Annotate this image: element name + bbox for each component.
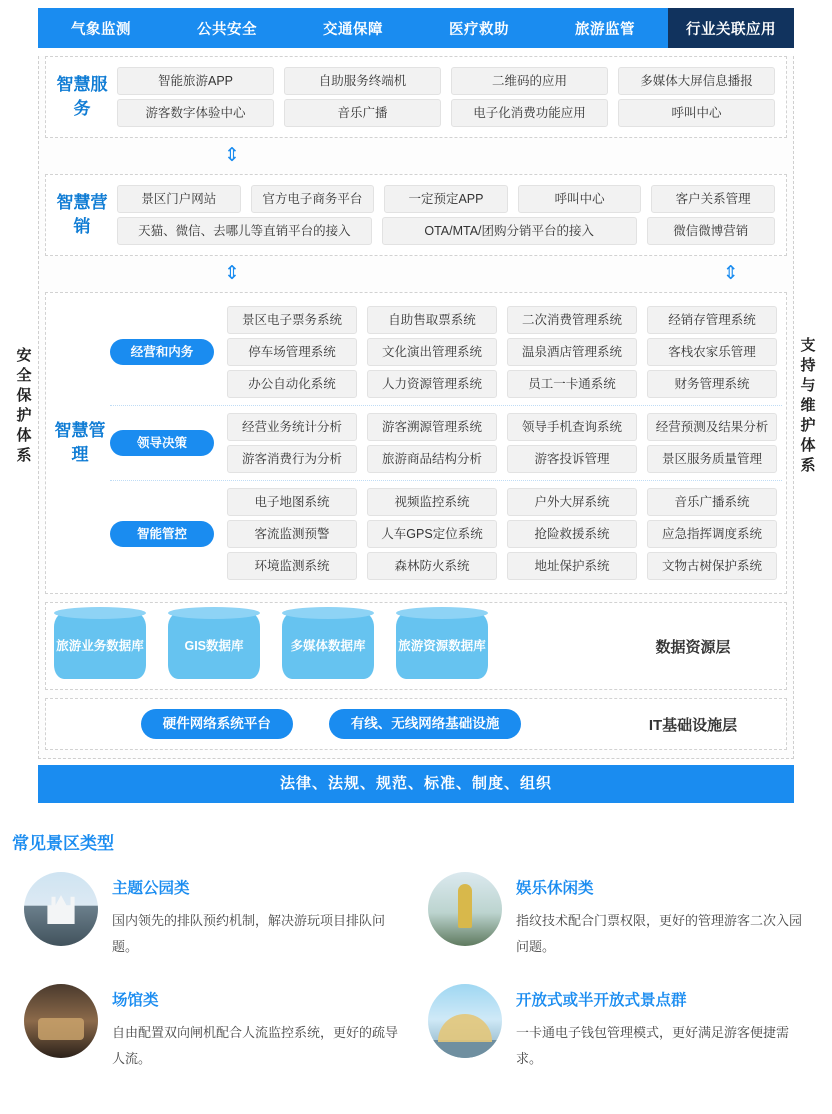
scenic-type-desc: 一卡通电子钱包管理模式，更好满足游客便捷需求。 (516, 1025, 790, 1066)
management-cell[interactable]: 员工一卡通系统 (507, 370, 637, 398)
left-vertical-label (10, 8, 38, 803)
database-label-line: 数据库 (448, 639, 486, 653)
arrow-spacer (544, 264, 669, 284)
it-layer-name: IT基础设施层 (648, 716, 738, 734)
management-cell[interactable]: 户外大屏系统 (507, 488, 637, 516)
management-row (222, 520, 782, 548)
management-cell[interactable]: 应急指挥调度系统 (647, 520, 777, 548)
database-cylinders (54, 613, 608, 679)
museum-thumbnail (24, 984, 98, 1058)
vertical-char: 体 (16, 426, 32, 444)
scenic-type-item (416, 872, 820, 960)
vertical-char: 维 (800, 396, 816, 414)
service-cell[interactable]: 多媒体大屏信息播报 (618, 67, 775, 95)
section-smart-service (45, 56, 787, 138)
section-title-management: 智慧管理 (54, 421, 106, 464)
data-layer-name: 数据资源层 (655, 638, 731, 656)
management-cell[interactable]: 客流监测预警 (227, 520, 357, 548)
service-cell[interactable]: 呼叫中心 (618, 99, 775, 127)
scenic-type-name: 开放式或半开放式景点群 (516, 992, 687, 1009)
vertical-char: 保 (16, 386, 32, 404)
management-cell[interactable]: 经营业务统计分析 (227, 413, 357, 441)
management-grid (222, 302, 782, 402)
arrow-row-service (39, 146, 793, 166)
marketing-cell[interactable]: 呼叫中心 (518, 185, 642, 213)
scenic-types-section (0, 803, 832, 1114)
scenic-type-name: 场馆类 (112, 992, 159, 1009)
vertical-char: 全 (16, 366, 32, 384)
vertical-char: 体 (800, 436, 816, 454)
arrow-spacer (419, 264, 544, 284)
scenic-type-text (516, 984, 820, 1072)
arrow-row-marketing (39, 264, 793, 284)
management-cell[interactable]: 经营预测及结果分析 (647, 413, 777, 441)
management-cell[interactable]: 温泉酒店管理系统 (507, 338, 637, 366)
architecture-diagram (0, 8, 832, 803)
management-cell[interactable]: 环境监测系统 (227, 552, 357, 580)
management-pill-wrap (110, 430, 222, 456)
management-block-2 (110, 405, 782, 480)
management-grid (222, 484, 782, 584)
management-cell[interactable]: 经销存管理系统 (647, 306, 777, 334)
database-label-line: 数据库 (328, 639, 366, 653)
management-cell[interactable]: 森林防火系统 (367, 552, 497, 580)
scenic-types-grid (12, 872, 820, 1096)
management-cell[interactable]: 二次消费管理系统 (507, 306, 637, 334)
it-button-2[interactable]: 有线、无线网络基础设施 (329, 709, 522, 739)
marketing-cell[interactable]: 客户关系管理 (651, 185, 775, 213)
management-cell[interactable]: 人车GPS定位系统 (367, 520, 497, 548)
management-pill-wrap (110, 521, 222, 547)
management-blocks (110, 299, 782, 587)
management-pill[interactable]: 经营和内务 (110, 339, 214, 365)
scenic-type-text (112, 872, 416, 960)
flow-arrow-icon: ⇕ (224, 145, 240, 166)
management-block-1 (110, 299, 782, 405)
scenic-type-item (12, 984, 416, 1072)
database-cylinder-2 (168, 613, 260, 679)
database-label-line: 数据库 (206, 639, 244, 653)
database-label-line: GIS (184, 639, 207, 653)
scenic-type-desc: 自由配置双向闸机配合人流监控系统，更好的疏导人流。 (112, 1025, 399, 1066)
scenic-type-text (516, 872, 820, 960)
statue-thumbnail (428, 872, 502, 946)
vertical-char: 安 (16, 346, 32, 364)
vertical-char: 支 (800, 336, 816, 354)
management-cell[interactable]: 旅游商品结构分析 (367, 445, 497, 473)
section-smart-management (45, 292, 787, 594)
vertical-char: 持 (800, 356, 816, 374)
top-tab-6[interactable]: 行业关联应用 (668, 8, 794, 48)
service-cell[interactable]: 电子化消费功能应用 (451, 99, 608, 127)
top-tab-bar (38, 8, 794, 48)
management-cell[interactable]: 办公自动化系统 (227, 370, 357, 398)
marketing-cell[interactable]: 一定预定APP (384, 185, 508, 213)
flow-arrow-icon: ⇕ (224, 263, 240, 284)
bottom-policy-bar: 法律、法规、规范、标准、制度、组织 (38, 765, 794, 803)
arrow-spacer (45, 264, 170, 284)
management-cell[interactable]: 游客溯源管理系统 (367, 413, 497, 441)
scenic-type-text (112, 984, 416, 1072)
management-cell[interactable]: 领导手机查询系统 (507, 413, 637, 441)
management-cell[interactable]: 景区服务质量管理 (647, 445, 777, 473)
management-cell[interactable]: 音乐广播系统 (647, 488, 777, 516)
management-row (222, 338, 782, 366)
management-row (222, 306, 782, 334)
management-cell[interactable]: 停车场管理系统 (227, 338, 357, 366)
management-cell[interactable]: 财务管理系统 (647, 370, 777, 398)
right-vertical-label (794, 8, 822, 803)
vertical-char: 系 (16, 446, 32, 464)
management-cell[interactable]: 游客消费行为分析 (227, 445, 357, 473)
section-title-marketing: 智慧营销 (56, 193, 108, 236)
marketing-row (112, 217, 780, 245)
it-infrastructure-layer (45, 698, 787, 750)
vertical-char: 与 (800, 376, 816, 394)
management-grid (222, 409, 782, 477)
scenic-type-desc: 国内领先的排队预约机制，解决游玩项目排队问题。 (112, 913, 386, 954)
arrow-spacer (294, 146, 419, 166)
management-row (222, 445, 782, 473)
arrow-spacer (544, 146, 669, 166)
management-row (222, 413, 782, 441)
scenic-types-title: 常见景区类型 (12, 834, 114, 853)
database-label-line: 多媒体 (290, 639, 328, 653)
scenic-type-item (12, 872, 416, 960)
marketing-cell[interactable]: OTA/MTA/团购分销平台的接入 (382, 217, 637, 245)
marketing-row (112, 185, 780, 213)
scenic-type-item (416, 984, 820, 1072)
management-block-3 (110, 480, 782, 587)
scenic-type-desc: 指纹技术配合门票权限，更好的管理游客二次入园问题。 (516, 913, 803, 954)
database-cylinder-4 (396, 613, 488, 679)
top-tab-4[interactable]: 医疗救助 (449, 21, 509, 38)
marketing-cell[interactable]: 微信微博营销 (647, 217, 775, 245)
top-tab-3[interactable]: 交通保障 (323, 21, 383, 38)
section-smart-marketing (45, 174, 787, 256)
database-label-line: 数据库 (106, 639, 144, 653)
arrow-spacer (668, 146, 793, 166)
page-root (0, 8, 832, 1114)
management-cell[interactable]: 游客投诉管理 (507, 445, 637, 473)
arrow-spacer (419, 146, 544, 166)
database-label-line: 旅游资源 (398, 639, 449, 653)
management-cell[interactable]: 电子地图系统 (227, 488, 357, 516)
management-cell[interactable]: 客栈农家乐管理 (647, 338, 777, 366)
top-tab-1[interactable]: 气象监测 (71, 21, 131, 38)
database-cylinder-3 (282, 613, 374, 679)
scenic-type-name: 娱乐休闲类 (516, 880, 594, 897)
management-cell[interactable]: 文化演出管理系统 (367, 338, 497, 366)
vertical-char: 系 (800, 456, 816, 474)
arrow-spacer (45, 146, 170, 166)
service-cell[interactable]: 自助服务终端机 (284, 67, 441, 95)
architecture-body (38, 8, 794, 803)
dome-thumbnail (428, 984, 502, 1058)
service-row (112, 99, 780, 127)
it-button-1[interactable]: 硬件网络系统平台 (141, 709, 293, 739)
it-buttons (54, 709, 608, 739)
vertical-char: 护 (16, 406, 32, 424)
top-tab-2[interactable]: 公共安全 (197, 21, 257, 38)
management-cell[interactable]: 人力资源管理系统 (367, 370, 497, 398)
management-row (222, 552, 782, 580)
management-cell[interactable]: 景区电子票务系统 (227, 306, 357, 334)
data-resource-layer (45, 602, 787, 690)
marketing-cell[interactable]: 景区门户网站 (117, 185, 241, 213)
arrow-spacer (294, 264, 419, 284)
service-cell[interactable]: 游客数字体验中心 (117, 99, 274, 127)
service-row (112, 67, 780, 95)
management-cell[interactable]: 抢险救援系统 (507, 520, 637, 548)
database-label-line: 旅游业务 (56, 639, 107, 653)
management-cell[interactable]: 地址保护系统 (507, 552, 637, 580)
architecture-panel (38, 56, 794, 759)
service-cell[interactable]: 音乐广播 (284, 99, 441, 127)
top-tab-5[interactable]: 旅游监管 (575, 21, 635, 38)
vertical-char: 护 (800, 416, 816, 434)
management-cell[interactable]: 自助售取票系统 (367, 306, 497, 334)
management-pill[interactable]: 智能管控 (110, 521, 214, 547)
service-cell[interactable]: 智能旅游APP (117, 67, 274, 95)
marketing-cell[interactable]: 天猫、微信、去哪儿等直销平台的接入 (117, 217, 372, 245)
marketing-cell[interactable]: 官方电子商务平台 (251, 185, 375, 213)
management-pill-wrap (110, 339, 222, 365)
management-pill[interactable]: 领导决策 (110, 430, 214, 456)
marketing-grid (112, 181, 780, 249)
management-row (222, 488, 782, 516)
service-grid (112, 63, 780, 131)
castle-thumbnail (24, 872, 98, 946)
section-title-service: 智慧服务 (56, 75, 108, 118)
service-cell[interactable]: 二维码的应用 (451, 67, 608, 95)
flow-arrow-icon: ⇕ (722, 263, 739, 284)
database-cylinder-1 (54, 613, 146, 679)
management-cell[interactable]: 视频监控系统 (367, 488, 497, 516)
scenic-type-name: 主题公园类 (112, 880, 190, 897)
management-row (222, 370, 782, 398)
management-cell[interactable]: 文物古树保护系统 (647, 552, 777, 580)
